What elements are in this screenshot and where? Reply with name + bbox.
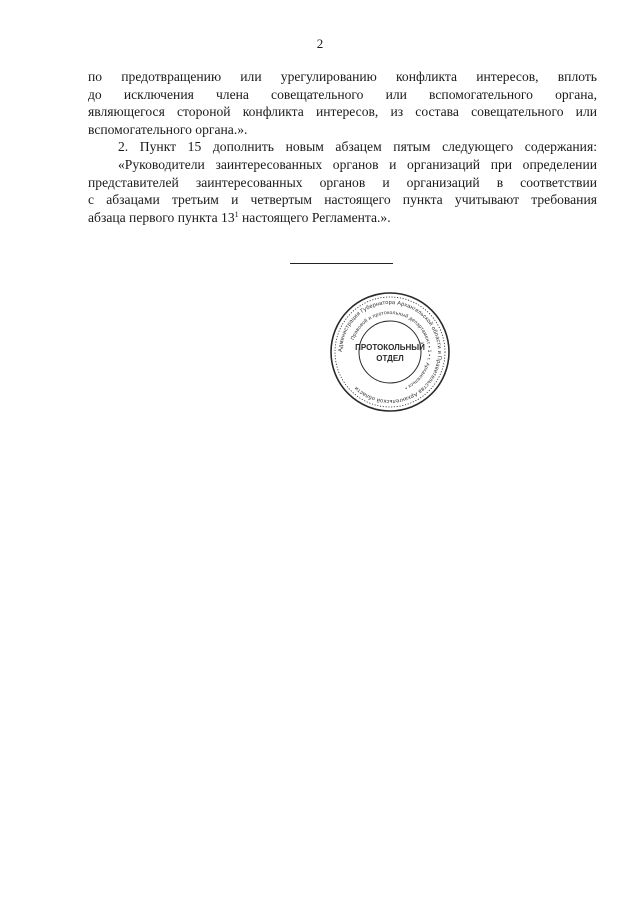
round-stamp xyxy=(328,290,452,414)
stamp-inner-ring xyxy=(359,321,421,383)
stamp-center-line-1: ПРОТОКОЛЬНЫЙ xyxy=(355,343,425,352)
body-line-5: 2. Пункт 15 дополнить новым абзацем пятым следующего содержания: xyxy=(118,139,597,155)
body-line-9-after: настоящего Регламента.». xyxy=(238,209,391,225)
stamp-ring-inner-textpath: Правовой и протокольный департамент • 1 • г. Архангельск • xyxy=(350,309,433,391)
stamp-ring-textpath: Администрация Губернатора Архангельской области и Правительства Архангельской области xyxy=(337,299,443,405)
separator-line xyxy=(290,263,393,264)
body-line-3: являющегося стороной конфликта интересов, из состава совещательного или xyxy=(88,104,597,120)
body-line-7: представителей заинтересованных органов и организаций в соответствии xyxy=(88,174,597,190)
page-number: 2 xyxy=(316,36,324,51)
body-line-4: вспомогательного органа.». xyxy=(88,121,248,137)
body-line-9-before: абзаца первого пункта 13 xyxy=(88,209,235,225)
body-line-8: с абзацами третьим и четвертым настоящего пункта учитывают требования xyxy=(88,192,597,208)
stamp-center-line-2: ОТДЕЛ xyxy=(376,354,404,363)
body-line-1: по предотвращению или урегулированию конфликта интересов, вплоть xyxy=(88,69,597,84)
superscript-mark: 1 xyxy=(234,209,239,219)
body-line-9 xyxy=(88,209,597,227)
body-line-6: «Руководители заинтересованных органов и организаций при определении xyxy=(118,156,597,172)
document-body xyxy=(88,68,597,226)
body-line-2: до исключения члена совещательного или вспомогательного органа, xyxy=(88,86,597,102)
